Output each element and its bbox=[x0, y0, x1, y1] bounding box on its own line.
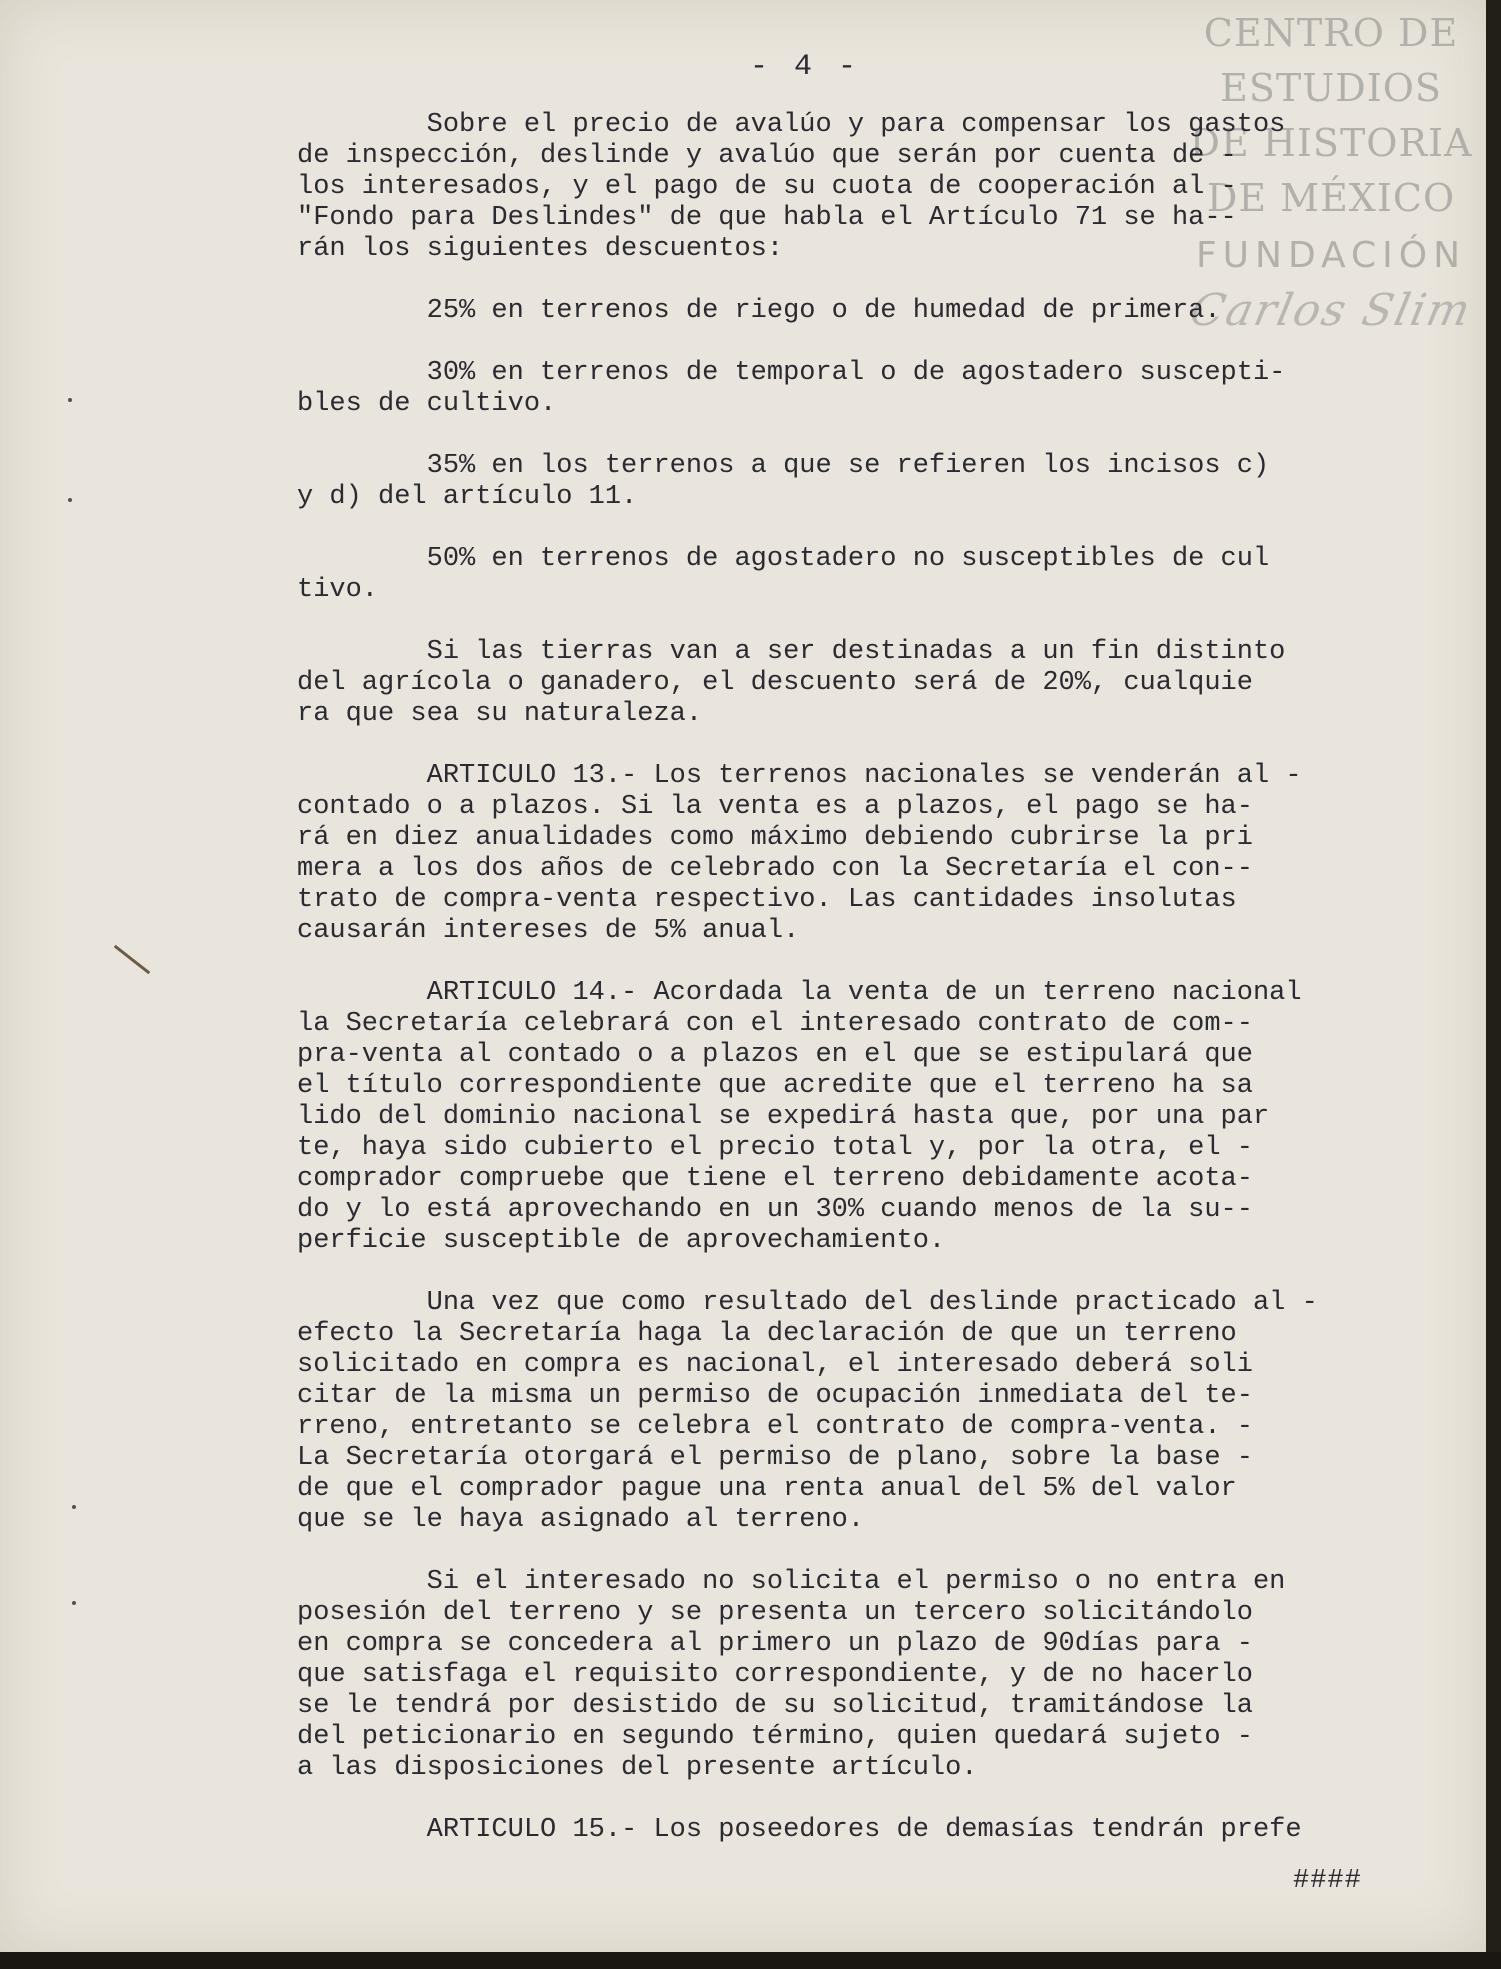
scan-edge-right bbox=[1486, 0, 1501, 1969]
watermark-signature: Carlos Slim bbox=[1185, 285, 1477, 336]
paragraph bbox=[297, 1567, 1407, 1784]
text-line: los interesados, y el pago de su cuota de cooperación al - bbox=[297, 172, 1237, 202]
watermark-line: CENTRO DE bbox=[1203, 11, 1459, 55]
text-line: contado o a plazos. Si la venta es a plazos, el pago se ha- bbox=[297, 792, 1253, 822]
text-line: que se le haya asignado al terreno. bbox=[297, 1505, 865, 1535]
text-line: 35% en los terrenos a que se refieren los incisos c) bbox=[297, 451, 1270, 481]
text-line: se le tendrá por desistido de su solicitud, tramitándose la bbox=[297, 1691, 1253, 1721]
text-line: Sobre el precio de avalúo y para compensar los gastos bbox=[297, 110, 1286, 140]
text-line: posesión del terreno y se presenta un tercero solicitándolo bbox=[297, 1598, 1253, 1628]
text-line: Una vez que como resultado del deslinde practicado al - bbox=[297, 1288, 1318, 1318]
paragraph bbox=[297, 110, 1407, 265]
text-line: 50% en terrenos de agostadero no susceptibles de cul bbox=[297, 544, 1270, 574]
scan-speck bbox=[72, 1505, 76, 1509]
text-line: comprador compruebe que tiene el terreno debidamente acota- bbox=[297, 1164, 1253, 1194]
watermark-fundacion: FUNDACIÓN bbox=[1195, 235, 1467, 276]
text-line: trato de compra-venta respectivo. Las cantidades insolutas bbox=[297, 885, 1237, 915]
scan-speck bbox=[72, 1601, 76, 1605]
page-number: - 4 - bbox=[749, 50, 860, 84]
text-line: Si las tierras van a ser destinadas a un fin distinto bbox=[297, 637, 1286, 667]
text-line: del peticionario en segundo término, quien quedará sujeto - bbox=[297, 1722, 1253, 1752]
text-line: ARTICULO 15.- Los poseedores de demasías tendrán prefe bbox=[297, 1815, 1302, 1845]
text-line: lido del dominio nacional se expedirá hasta que, por una par bbox=[297, 1102, 1270, 1132]
text-line: causarán intereses de 5% anual. bbox=[297, 916, 800, 946]
text-line: a las disposiciones del presente artículo. bbox=[297, 1753, 978, 1783]
watermark-line: ESTUDIOS bbox=[1220, 66, 1442, 110]
text-line: de inspección, deslinde y avalúo que serán por cuenta de - bbox=[297, 141, 1237, 171]
document-body bbox=[297, 110, 1407, 1877]
watermark-line: DE HISTORIA bbox=[1189, 121, 1473, 165]
text-line: perficie susceptible de aprovechamiento. bbox=[297, 1226, 946, 1256]
scan-speck bbox=[68, 398, 72, 402]
text-line: ARTICULO 13.- Los terrenos nacionales se venderán al - bbox=[297, 761, 1302, 791]
watermark-line: DE MÉXICO bbox=[1206, 176, 1456, 220]
text-line: La Secretaría otorgará el permiso de plano, sobre la base - bbox=[297, 1443, 1253, 1473]
text-line: solicitado en compra es nacional, el interesado deberá soli bbox=[297, 1350, 1253, 1380]
paragraph bbox=[297, 1288, 1407, 1536]
paragraph bbox=[297, 1815, 1407, 1846]
text-line: 30% en terrenos de temporal o de agostadero suscepti- bbox=[297, 358, 1286, 388]
text-line: efecto la Secretaría haga la declaración de que un terreno bbox=[297, 1319, 1237, 1349]
text-line: pra-venta al contado o a plazos en el que se estipulará que bbox=[297, 1040, 1253, 1070]
text-line: mera a los dos años de celebrado con la Secretaría el con-- bbox=[297, 854, 1253, 884]
paragraph bbox=[297, 358, 1407, 420]
text-line: bles de cultivo. bbox=[297, 389, 557, 419]
text-line: te, haya sido cubierto el precio total y, por la otra, el - bbox=[297, 1133, 1253, 1163]
text-line: "Fondo para Deslindes" de que habla el Artículo 71 se ha-- bbox=[297, 203, 1237, 233]
paragraph bbox=[297, 761, 1407, 947]
text-line: ARTICULO 14.- Acordada la venta de un terreno nacional bbox=[297, 978, 1302, 1008]
scan-edge-bottom bbox=[0, 1952, 1501, 1969]
text-line: en compra se concedera al primero un plazo de 90días para - bbox=[297, 1629, 1253, 1659]
text-line: citar de la misma un permiso de ocupación inmediata del te- bbox=[297, 1381, 1253, 1411]
paragraph bbox=[297, 451, 1407, 513]
text-line: 25% en terrenos de riego o de humedad de primera. bbox=[297, 296, 1221, 326]
text-line: y d) del artículo 11. bbox=[297, 482, 638, 512]
paragraph bbox=[297, 637, 1407, 730]
sign-off-marks: #### bbox=[1293, 1866, 1362, 1896]
paragraph bbox=[297, 296, 1407, 327]
text-line: la Secretaría celebrará con el interesado contrato de com-- bbox=[297, 1009, 1253, 1039]
paragraph bbox=[297, 978, 1407, 1257]
text-line: el título correspondiente que acredite que el terreno ha sa bbox=[297, 1071, 1253, 1101]
text-line: que satisfaga el requisito correspondiente, y de no hacerlo bbox=[297, 1660, 1253, 1690]
text-line: do y lo está aprovechando en un 30% cuando menos de la su-- bbox=[297, 1195, 1253, 1225]
text-line: tivo. bbox=[297, 575, 379, 605]
text-line: Si el interesado no solicita el permiso o no entra en bbox=[297, 1567, 1286, 1597]
paragraph bbox=[297, 544, 1407, 606]
text-line: ra que sea su naturaleza. bbox=[297, 699, 703, 729]
scan-speck bbox=[68, 498, 72, 502]
text-line: rreno, entretanto se celebra el contrato de compra-venta. - bbox=[297, 1412, 1253, 1442]
text-line: de que el comprador pague una renta anual del 5% del valor bbox=[297, 1474, 1237, 1504]
text-line: del agrícola o ganadero, el descuento será de 20%, cualquie bbox=[297, 668, 1253, 698]
text-line: rán los siguientes descuentos: bbox=[297, 234, 784, 264]
text-line: rá en diez anualidades como máximo debiendo cubrirse la pri bbox=[297, 823, 1253, 853]
